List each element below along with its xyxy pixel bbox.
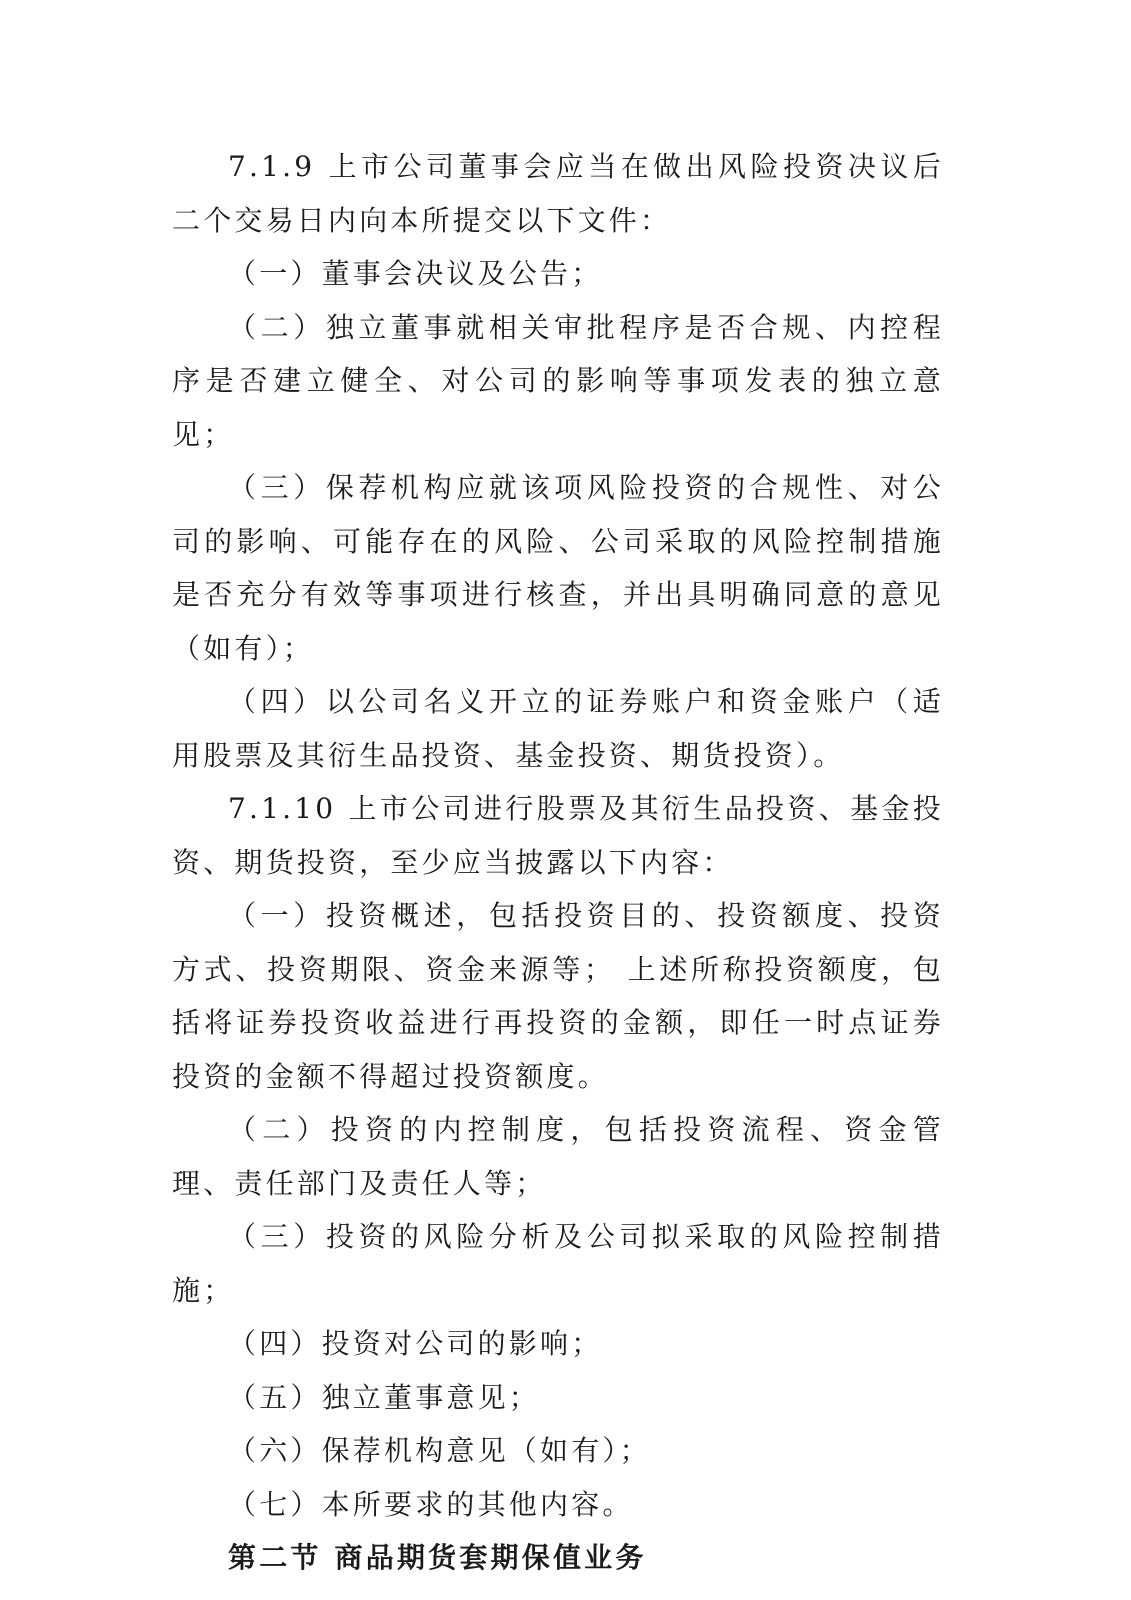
- list-item-3: （三）保荐机构应就该项风险投资的合规性、对公司的影响、可能存在的风险、公司采取的风险控制措施是否充分有效等事项进行核查，并出具明确同意的意见（如有）；: [172, 471, 944, 665]
- article-7-1-9: 7.1.9 上市公司董事会应当在做出风险投资决议后二个交易日内向本所提交以下文件：: [172, 150, 944, 237]
- list-item-4: （四）以公司名义开立的证券账户和资金账户（适用股票及其衍生品投资、基金投资、期货投资）。: [172, 685, 944, 772]
- list-item-1: （一）投资概述，包括投资目的、投资额度、投资方式、投资期限、资金来源等； 上述所称投资额度，包括将证券投资收益进行再投资的金额，即任一时点证券投资的金额不得超过投资额度。: [172, 899, 944, 1093]
- list-item-7: （七）本所要求的其他内容。: [228, 1487, 634, 1521]
- list-item-5: （五）独立董事意见；: [228, 1380, 541, 1414]
- section-heading: 第二节 商品期货套期保值业务: [228, 1541, 647, 1574]
- list-item-1: （一）董事会决议及公告；: [228, 257, 603, 290]
- document-body: [172, 140, 944, 1585]
- list-item-2: （二）独立董事就相关审批程序是否合规、内控程序是否建立健全、对公司的影响等事项发表的独立意见；: [172, 310, 944, 451]
- list-item-6: （六）保荐机构意见（如有）；: [228, 1434, 651, 1467]
- list-item-4: （四）投资对公司的影响；: [228, 1327, 603, 1360]
- list-item-2: （二）投资的内控制度，包括投资流程、资金管理、责任部门及责任人等；: [172, 1113, 944, 1200]
- list-item-3: （三）投资的风险分析及公司拟采取的风险控制措施；: [172, 1220, 944, 1307]
- article-7-1-10: 7.1.10 上市公司进行股票及其衍生品投资、基金投资、期货投资，至少应当披露以下内容：: [172, 792, 944, 879]
